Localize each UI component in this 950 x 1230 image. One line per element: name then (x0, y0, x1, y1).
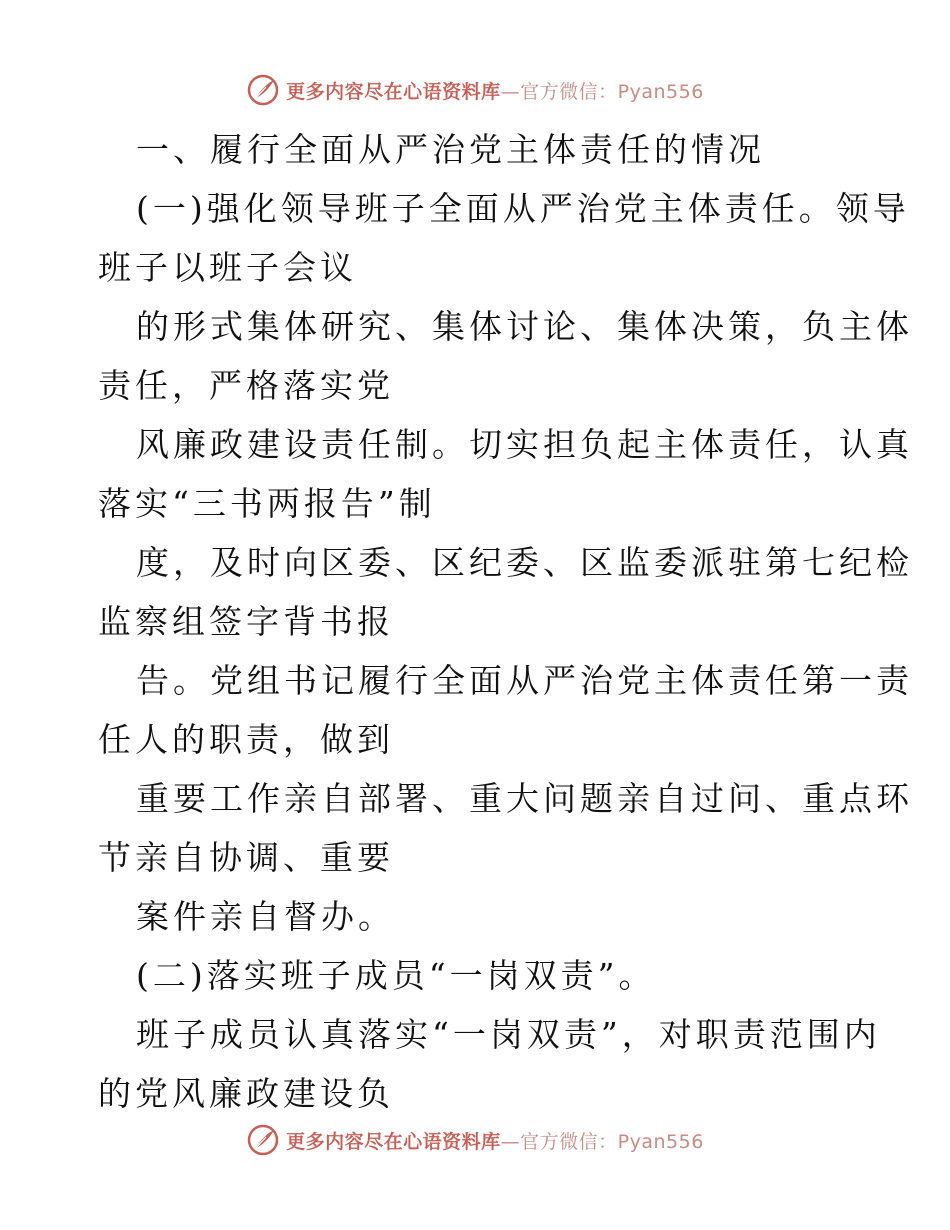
document-body (98, 120, 913, 1123)
paragraph-line: 落实“三书两报告”制 (98, 484, 436, 523)
paragraph-line: 重要工作亲自部署、重大问题亲自过问、重点环 (136, 779, 913, 818)
paragraph-line: 案件亲自督办。 (136, 897, 395, 936)
watermark-text (286, 1127, 704, 1154)
watermark-separator: — (500, 80, 521, 103)
paragraph-line: 节亲自协调、重要 (98, 838, 394, 877)
paragraph-line: 一、履行全面从严治党主体责任的情况 (136, 130, 765, 169)
watermark-text (286, 77, 704, 104)
paragraph-line: 班子成员认真落实“一岗双责”，对职责范围内 (136, 1015, 881, 1054)
feather-pen-icon (246, 1123, 280, 1157)
paragraph-line: 责任，严格落实党 (98, 366, 394, 405)
paragraph-line: (一)强化领导班子全面从严治党主体责任。领导 (136, 189, 910, 228)
paragraph-line: 告。党组书记履行全面从严治党主体责任第一责 (136, 661, 913, 700)
paragraph-line: 风廉政建设责任制。切实担负起主体责任，认真 (136, 425, 913, 464)
watermark-separator: — (500, 1130, 521, 1153)
watermark-contact: 官方微信：Pyan556 (520, 1130, 704, 1153)
header-watermark (0, 70, 950, 110)
paragraph-line: 的形式集体研究、集体讨论、集体决策，负主体 (136, 307, 913, 346)
paragraph-line: 度，及时向区委、区纪委、区监委派驻第七纪检 (136, 543, 913, 582)
footer-watermark (0, 1120, 950, 1160)
paragraph-line: 的党风廉政建设负 (98, 1074, 394, 1113)
paragraph-line: (二)落实班子成员“一岗双责”。 (136, 956, 656, 995)
paragraph-line: 班子以班子会议 (98, 248, 357, 287)
watermark-brand: 更多内容尽在心语资料库 (286, 1130, 501, 1153)
feather-pen-icon (246, 73, 280, 107)
watermark-brand: 更多内容尽在心语资料库 (286, 80, 501, 103)
paragraph-line: 任人的职责，做到 (98, 720, 394, 759)
watermark-contact: 官方微信：Pyan556 (520, 80, 704, 103)
paragraph-line: 监察组签字背书报 (98, 602, 394, 641)
